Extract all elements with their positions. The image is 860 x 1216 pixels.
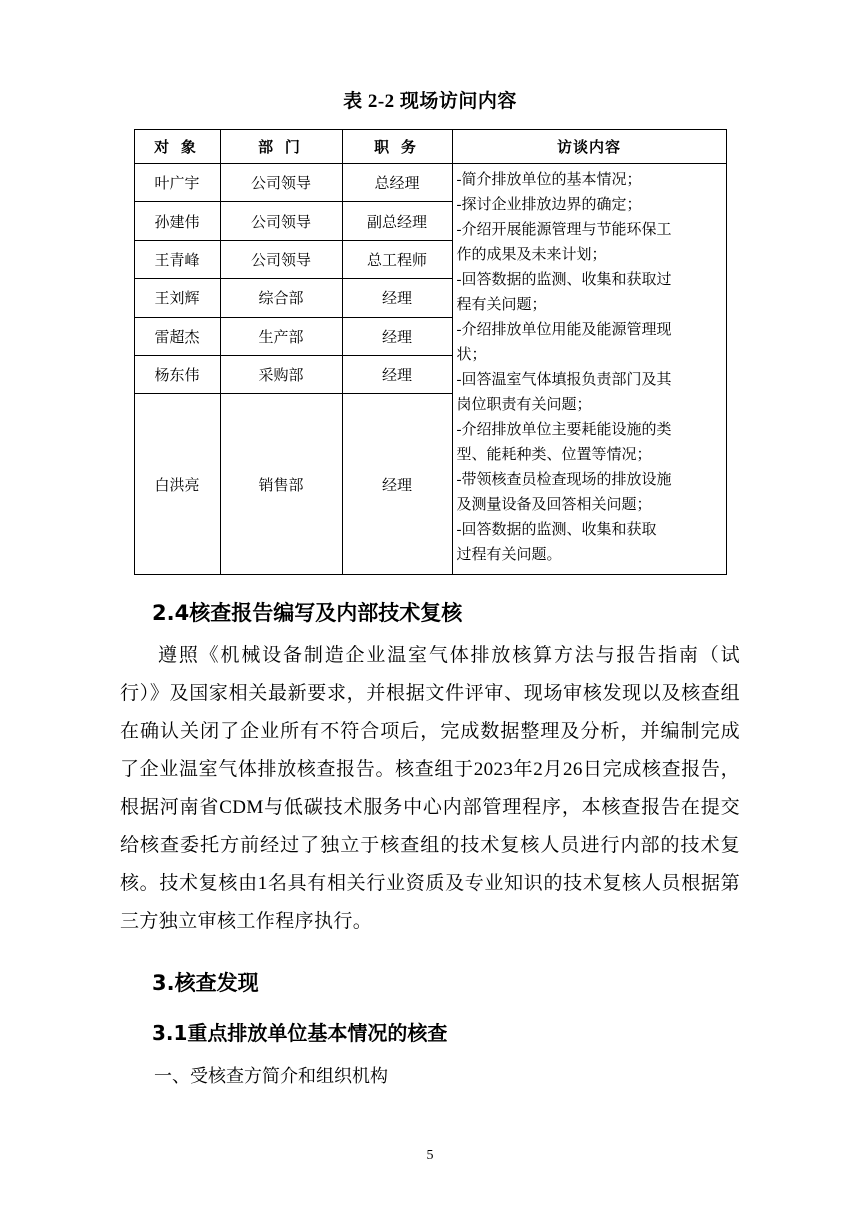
- interview-line: -回答温室气体填报负责部门及其: [456, 372, 672, 388]
- table-header-content: 访谈内容: [452, 130, 726, 164]
- interview-line: 程有关问题；: [456, 297, 547, 313]
- cell-object: 孙建伟: [134, 202, 220, 240]
- interview-line: -带领核查员检查现场的排放设施: [456, 472, 672, 488]
- cell-position: 总工程师: [342, 240, 452, 278]
- table-header-object: 对 象: [134, 130, 220, 164]
- section-heading-3: 3.核查发现: [152, 971, 259, 995]
- section-heading-2-4: 2.4核查报告编写及内部技术复核: [152, 601, 463, 625]
- interview-line: 岗位职责有关问题；: [456, 397, 592, 413]
- cell-object: 叶广宇: [134, 164, 220, 202]
- section-subitem-3-1-1: 一、受核查方简介和组织机构: [154, 1066, 388, 1087]
- cell-object: 王青峰: [134, 240, 220, 278]
- cell-position: 副总经理: [342, 202, 452, 240]
- cell-object: 雷超杰: [134, 317, 220, 355]
- interview-line: -介绍排放单位用能及能源管理现: [456, 322, 672, 338]
- table-header-department: 部 门: [220, 130, 342, 164]
- page-number: 5: [426, 1148, 434, 1163]
- cell-department: 公司领导: [220, 240, 342, 278]
- cell-position: 经理: [342, 279, 452, 317]
- table-caption: 表 2-2 现场访问内容: [343, 91, 517, 112]
- interview-line: -探讨企业排放边界的确定；: [456, 197, 642, 213]
- table-header-position: 职 务: [342, 130, 452, 164]
- cell-position: 经理: [342, 317, 452, 355]
- cell-object: 王刘辉: [134, 279, 220, 317]
- table-row: [134, 164, 726, 202]
- cell-department: 销售部: [220, 394, 342, 575]
- cell-position: 经理: [342, 394, 452, 575]
- cell-interview-content: [452, 164, 726, 575]
- section-heading-3-1: 3.1重点排放单位基本情况的核查: [152, 1021, 448, 1045]
- cell-department: 采购部: [220, 355, 342, 393]
- interview-line: -简介排放单位的基本情况；: [456, 172, 642, 188]
- cell-position: 经理: [342, 355, 452, 393]
- interview-line: -介绍排放单位主要耗能设施的类: [456, 422, 672, 438]
- interview-table: [134, 129, 727, 575]
- table-header-row: [134, 130, 726, 164]
- interview-line: -回答数据的监测、收集和获取过: [456, 272, 672, 288]
- cell-object: 杨东伟: [134, 355, 220, 393]
- interview-line: -回答数据的监测、收集和获取: [456, 522, 657, 538]
- cell-department: 生产部: [220, 317, 342, 355]
- cell-position: 总经理: [342, 164, 452, 202]
- cell-department: 公司领导: [220, 202, 342, 240]
- interview-line: 状；: [456, 347, 487, 363]
- interview-line: -介绍开展能源管理与节能环保工: [456, 222, 672, 238]
- cell-department: 公司领导: [220, 164, 342, 202]
- interview-line: 过程有关问题。: [456, 547, 562, 563]
- cell-department: 综合部: [220, 279, 342, 317]
- interview-line: 作的成果及未来计划；: [456, 247, 607, 263]
- interview-line: 型、能耗种类、位置等情况；: [456, 447, 652, 463]
- interview-line: 及测量设备及回答相关问题；: [456, 497, 652, 513]
- section-paragraph-2-4: 遵照《机械设备制造企业温室气体排放核算方法与报告指南（试行）》及国家相关最新要求，并根据文件评审、现场审核发现以及核查组在确认关闭了企业所有不符合项后，完成数据整理及分析，并编制完成了企业温室气体排放核查报告。核查组于2023年2月26日完成核查报告，根据河南省CDM与低碳技术服务中心内部管理程序，本核查报告在提交给核查委托方前经过了独立于核查组的技术复核人员进行内部的技术复核。技术复核由1名具有相关行业资质及专业知识的技术复核人员根据第三方独立审核工作程序执行。: [120, 645, 740, 932]
- cell-object: 白洪亮: [134, 394, 220, 575]
